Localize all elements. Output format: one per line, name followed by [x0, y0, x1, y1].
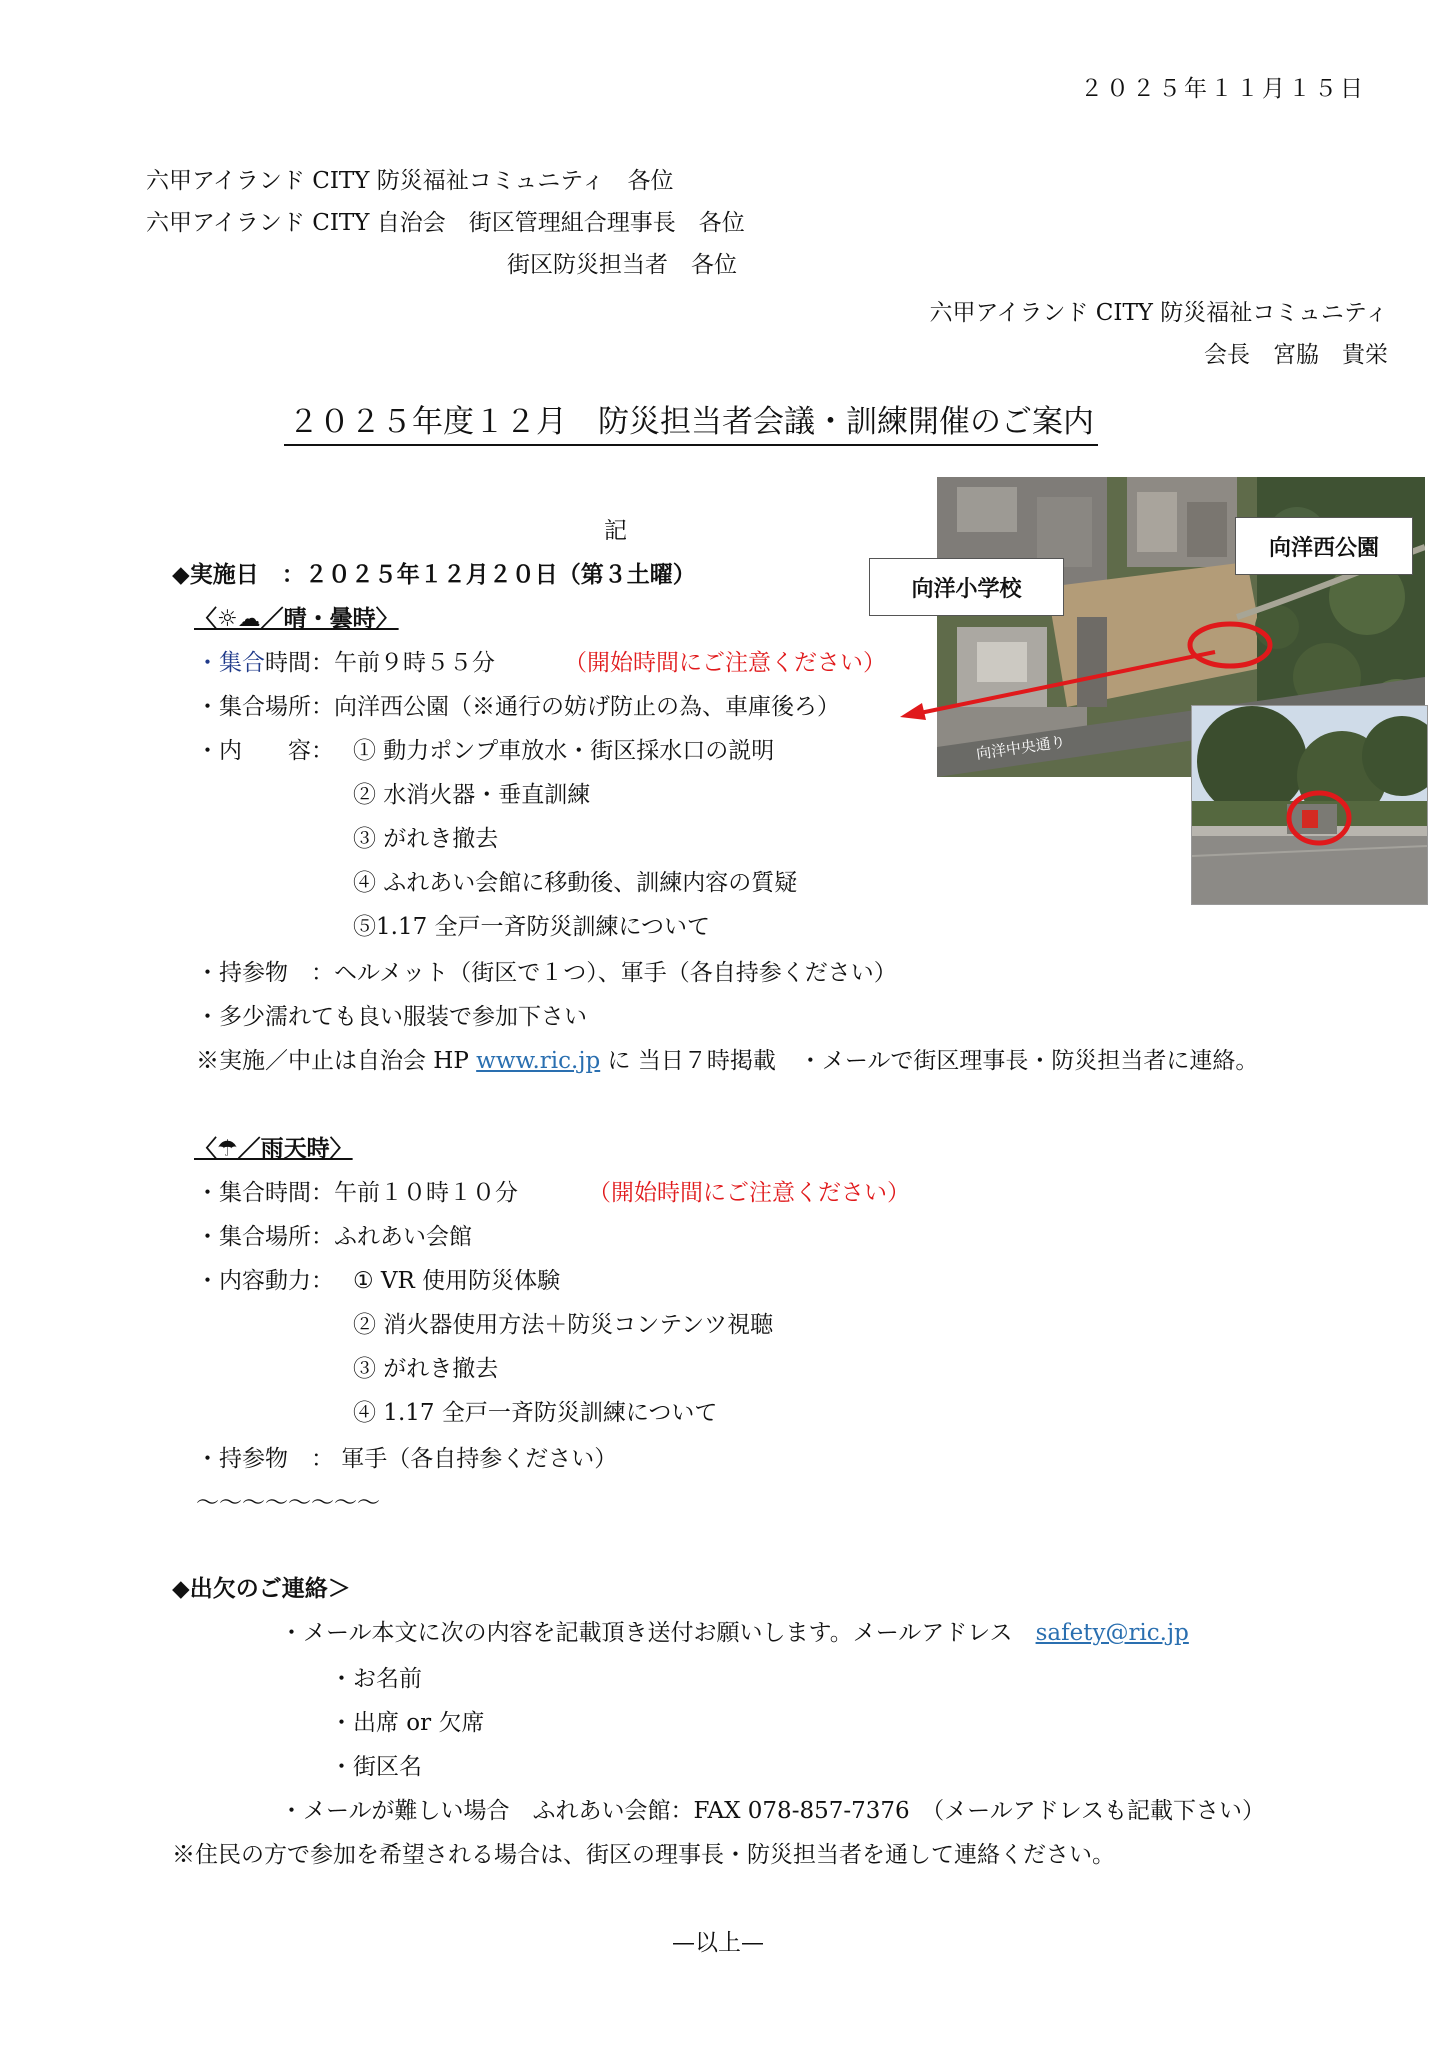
- closing-mark: —以上—: [672, 1930, 764, 1956]
- fine-content-item: ③ がれき撤去: [353, 826, 499, 852]
- rain-place: ・集合場所：ふれあい会館: [196, 1224, 472, 1250]
- contact-heading: ◆出欠のご連絡＞: [172, 1576, 351, 1602]
- contact-field: ・街区名: [330, 1754, 422, 1780]
- tilde-separator: 〜〜〜〜〜〜〜〜: [196, 1490, 380, 1516]
- fine-time-row: [196, 648, 495, 678]
- park-label: 向洋西公園: [1235, 517, 1413, 575]
- street-photo: [1191, 705, 1428, 905]
- fine-clothes: ・多少濡れても良い服装で参加下さい: [196, 1004, 587, 1030]
- fine-content-item: ⑤1.17 全戸一斉防災訓練について: [353, 914, 711, 940]
- rain-content-label: ・内容動力：: [196, 1268, 334, 1294]
- recipient-line: 街区防災担当者 各位: [507, 252, 737, 278]
- document-title: ２０２５年度１２月 防災担当者会議・訓練開催のご案内: [284, 402, 1098, 446]
- rain-content-item: ③ がれき撤去: [353, 1356, 499, 1382]
- fine-bring: ・持参物 ：ヘルメット（街区で１つ）、軍手（各自持参ください）: [196, 960, 897, 986]
- road-label: 向洋中央通り: [975, 732, 1067, 763]
- rain-content-item: ④ 1.17 全戸一斉防災訓練について: [353, 1400, 718, 1426]
- fine-content-item: ② 水消火器・垂直訓練: [353, 782, 591, 808]
- contact-field: ・出席 or 欠席: [330, 1710, 485, 1736]
- fine-content-item: ④ ふれあい会館に移動後、訓練内容の質疑: [353, 870, 798, 896]
- schedule-heading: ◆実施日 ：２０２５年１２月２０日（第３土曜）: [172, 562, 696, 588]
- fine-place: ・集合場所：向洋西公園（※通行の妨げ防止の為、車庫後ろ）: [196, 694, 840, 720]
- contact-text: ・メール本文に次の内容を記載頂き送付お願いします。メールアドレス: [280, 1620, 1036, 1646]
- recipient-line: 六甲アイランド CITY 防災福祉コミュニティ 各位: [146, 168, 674, 194]
- ki-marker: 記: [604, 518, 627, 544]
- notice-text: ※実施／中止は自治会 HP: [196, 1048, 477, 1074]
- resident-note: ※住民の方で参加を希望される場合は、街区の理事長・防災担当者を通して連絡ください。: [172, 1842, 1115, 1868]
- street-photo-graphic: [1192, 706, 1427, 904]
- fine-content-item: ① 動力ポンプ車放水・街区採水口の説明: [353, 738, 775, 764]
- email-link[interactable]: safety@ric.jp: [1035, 1620, 1189, 1646]
- sender-name: 会長 宮脇 貴栄: [1204, 342, 1388, 368]
- recipient-line: 六甲アイランド CITY 自治会 街区管理組合理事長 各位: [146, 210, 745, 236]
- fine-notice: [196, 1046, 1258, 1076]
- fine-time-value: 時間：午前９時５５分: [265, 650, 495, 676]
- contact-instruction: [280, 1618, 1215, 1648]
- fine-content-label: ・内 容：: [196, 738, 334, 764]
- fine-time-note: （開始時間にご注意ください）: [564, 650, 886, 676]
- fine-weather-heading: 〈☼☁／晴・曇時〉: [194, 606, 399, 632]
- rain-heading: 〈☂／雨天時〉: [194, 1136, 353, 1162]
- school-label: 向洋小学校: [869, 558, 1064, 616]
- rain-content-item: ② 消火器使用方法＋防災コンテンツ視聴: [353, 1312, 774, 1338]
- rain-content-item: ① VR 使用防災体験: [353, 1268, 561, 1294]
- notice-text: に 当日７時掲載 ・メールで街区理事長・防災担当者に連絡。: [600, 1048, 1259, 1074]
- document-date: ２０２５年１１月１５日: [1080, 76, 1366, 102]
- rain-bring: ・持参物 ： 軍手（各自持参ください）: [196, 1446, 618, 1472]
- contact-field: ・お名前: [330, 1666, 422, 1692]
- fine-time-label: ・集合: [196, 650, 265, 676]
- website-link[interactable]: www.ric.jp: [476, 1048, 601, 1074]
- rain-time: ・集合時間：午前１０時１０分: [196, 1180, 518, 1206]
- sender-org: 六甲アイランド CITY 防災福祉コミュニティ: [929, 300, 1388, 326]
- rain-time-note: （開始時間にご注意ください）: [588, 1180, 910, 1206]
- pointer-arrow: [900, 640, 1240, 720]
- fax-line: ・メールが難しい場合 ふれあい会館：FAX 078-857-7376 （メールアドレスも記載下さい）: [280, 1798, 1266, 1824]
